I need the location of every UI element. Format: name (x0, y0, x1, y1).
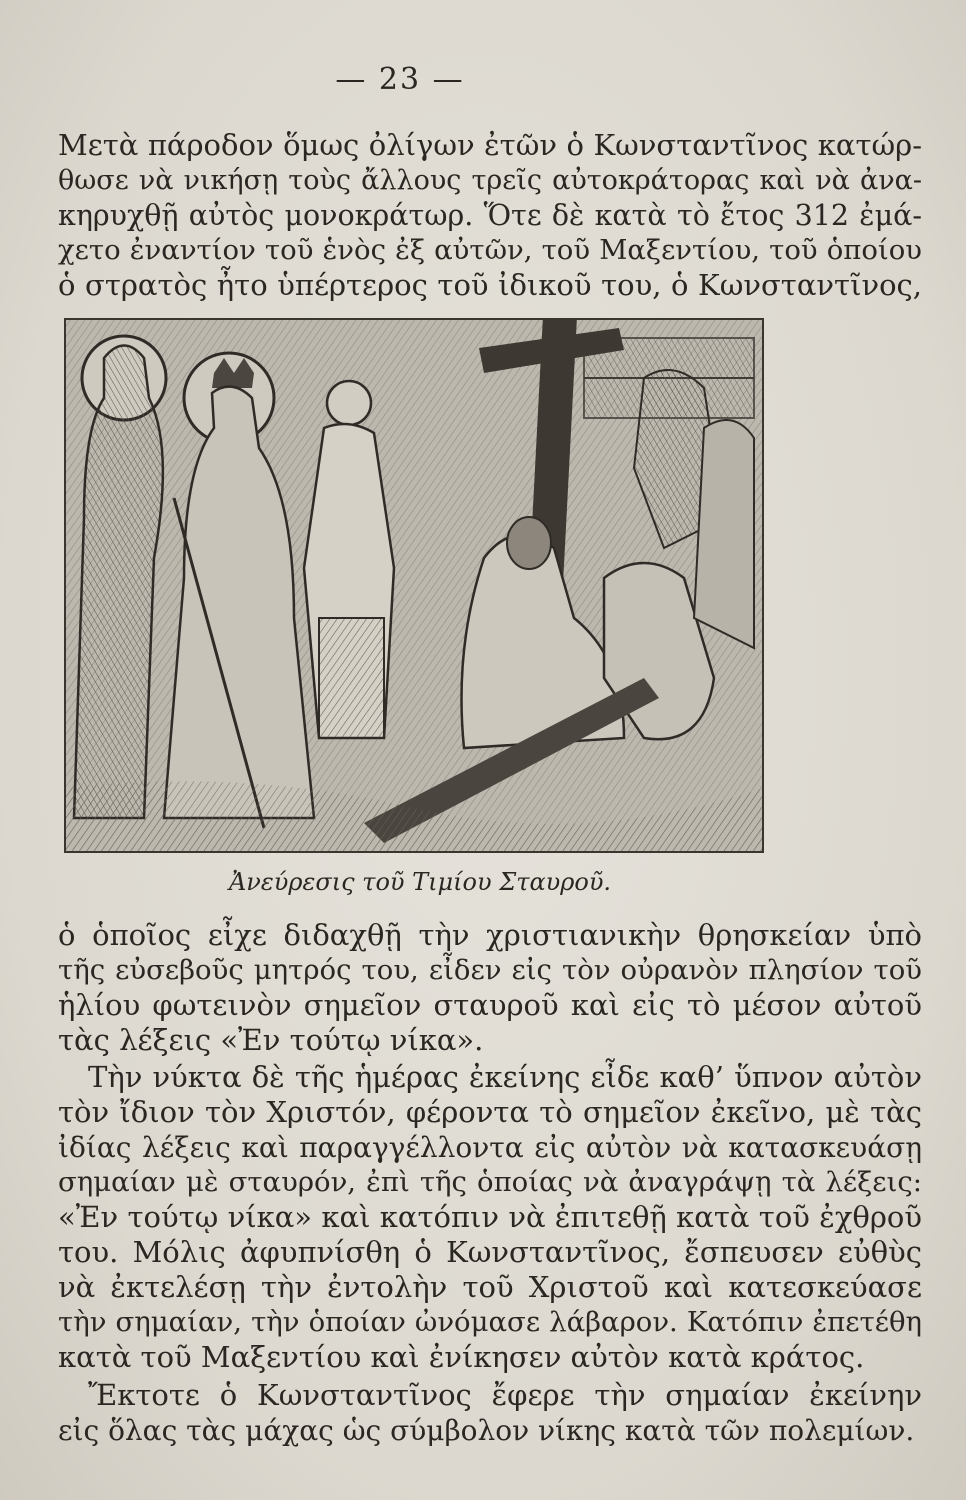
paragraph-1 (58, 128, 922, 303)
text-line: Μετὰ πάροδον ὅμως ὀλίγων ἐτῶν ὁ Κωνσταντῖνος κατώρ- (58, 128, 922, 162)
text-line: τὰς λέξεις «Ἐν τούτῳ νίκα». (58, 1023, 484, 1057)
paragraph-4 (58, 1378, 922, 1448)
text-line: ὁ στρατὸς ἦτο ὑπέρτερος τοῦ ἰδικοῦ του, ὁ Κωνσταντῖνος, (58, 268, 922, 302)
text-line: Τὴν νύκτα δὲ τῆς ἡμέρας ἐκείνης εἶδε καθ’ ὕπνον αὐτὸν (88, 1060, 922, 1094)
text-line: ἡλίου φωτεινὸν σημεῖον σταυροῦ καὶ εἰς τὸ μέσον αὐτοῦ (58, 988, 922, 1022)
text-line: σημαίαν μὲ σταυρόν, ἐπὶ τῆς ὁποίας νὰ ἀναγράψῃ τὰ λέξεις: (58, 1166, 922, 1198)
text-line: νὰ ἐκτελέσῃ τὴν ἐντολὴν τοῦ Χριστοῦ καὶ κατεσκεύασε (58, 1270, 922, 1304)
text-line: τὴν σημαίαν, τὴν ὁποίαν ὠνόμασε λάβαρον. Κατόπιν ἐπετέθη (58, 1306, 922, 1338)
figure-caption: Ἀνεύρεσις τοῦ Τιμίου Σταυροῦ. (228, 868, 612, 896)
text-line: Ἔκτοτε ὁ Κωνσταντῖνος ἔφερε τὴν σημαίαν ἐκείνην (88, 1378, 922, 1412)
page-number: — 23 — (335, 62, 465, 97)
text-line: κηρυχθῇ αὐτὸς μονοκράτωρ. Ὅτε δὲ κατὰ τὸ ἔτος 312 ἐμά- (58, 199, 922, 232)
paragraph-3 (58, 1060, 922, 1375)
paragraph-2 (58, 918, 922, 1058)
text-line: χετο ἐναντίον τοῦ ἑνὸς ἐξ αὐτῶν, τοῦ Μαξεντίου, τοῦ ὁποίου (58, 234, 922, 266)
text-line: τῆς εὐσεβοῦς μητρός του, εἶδεν εἰς τὸν οὐρανὸν πλησίον τοῦ (58, 954, 922, 986)
text-line: εἰς ὅλας τὰς μάχας ὡς σύμβολον νίκης κατὰ τῶν πολεμίων. (58, 1414, 915, 1447)
text-line: ὁ ὁποῖος εἶχε διδαχθῇ τὴν χριστιανικὴν θρησκείαν ὑπὸ (58, 918, 922, 952)
text-line: θωσε νὰ νικήσῃ τοὺς ἄλλους τρεῖς αὐτοκράτορας καὶ νὰ ἀνα- (58, 165, 922, 196)
text-line: τὸν ἴδιον τὸν Χριστόν, φέροντα τὸ σημεῖον ἐκεῖνο, μὲ τὰς (58, 1095, 922, 1129)
text-line: ἰδίας λέξεις καὶ παραγγέλλοντα εἰς αὐτὸν νὰ κατασκευάσῃ (58, 1131, 922, 1164)
text-line: κατὰ τοῦ Μαξεντίου καὶ ἐνίκησεν αὐτὸν κατὰ κράτος. (58, 1340, 865, 1374)
text-line: του. Μόλις ἀφυπνίσθη ὁ Κωνσταντῖνος, ἔσπευσεν εὐθὺς (58, 1235, 922, 1269)
text-line: «Ἐν τούτῳ νίκα» καὶ κατόπιν νὰ ἐπιτεθῇ κατὰ τοῦ ἐχθροῦ (58, 1200, 922, 1234)
engraving-illustration (64, 318, 764, 853)
engraving-drawing (64, 318, 764, 853)
